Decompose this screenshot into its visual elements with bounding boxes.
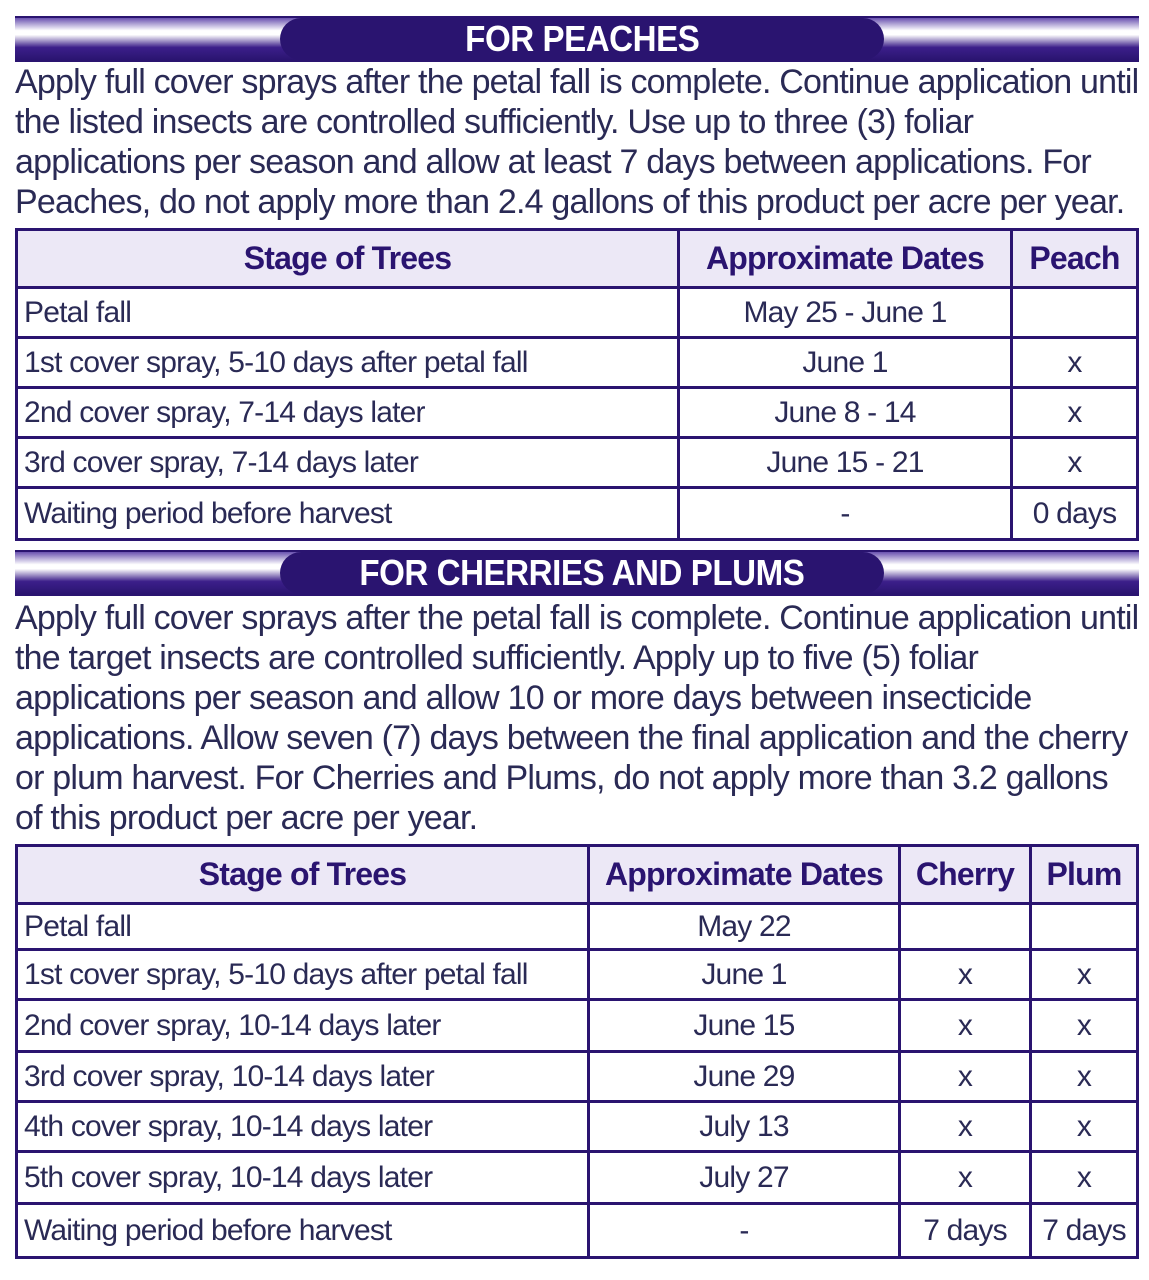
table-row xyxy=(17,1152,1138,1204)
stage-cell: 1st cover spray, 5-10 days after petal fall xyxy=(17,338,679,388)
plum-cell: x xyxy=(1031,1052,1138,1102)
date-cell: July 13 xyxy=(589,1102,900,1152)
table-row xyxy=(17,438,1138,488)
cherries-banner xyxy=(15,550,1139,596)
stage-cell: Waiting period before harvest xyxy=(17,1204,589,1258)
stage-cell: Waiting period before harvest xyxy=(17,488,679,540)
peaches-section xyxy=(15,16,1139,541)
peach-cell xyxy=(1012,288,1138,338)
cherries-header-plum: Plum xyxy=(1031,846,1138,904)
date-cell: May 22 xyxy=(589,904,900,950)
plum-cell: x xyxy=(1031,1152,1138,1204)
date-cell: June 8 - 14 xyxy=(679,388,1012,438)
plum-cell: x xyxy=(1031,1000,1138,1052)
table-row xyxy=(17,1052,1138,1102)
stage-cell: 1st cover spray, 5-10 days after petal fall xyxy=(17,950,589,1000)
cherries-title: FOR CHERRIES AND PLUMS xyxy=(359,552,805,593)
plum-cell: x xyxy=(1031,1102,1138,1152)
plum-cell: 7 days xyxy=(1031,1204,1138,1258)
peaches-header-stage: Stage of Trees xyxy=(17,230,679,288)
peaches-header-dates: Approximate Dates xyxy=(679,230,1012,288)
peaches-banner-pill xyxy=(280,18,884,60)
cherries-header-row xyxy=(17,846,1138,904)
table-row xyxy=(17,904,1138,950)
date-cell: June 15 - 21 xyxy=(679,438,1012,488)
peaches-title: FOR PEACHES xyxy=(464,18,700,59)
cherry-cell: x xyxy=(900,950,1031,1000)
peach-cell: x xyxy=(1012,338,1138,388)
cherries-header-dates: Approximate Dates xyxy=(589,846,900,904)
peach-cell: x xyxy=(1012,388,1138,438)
date-cell: - xyxy=(589,1204,900,1258)
plum-cell xyxy=(1031,904,1138,950)
table-row xyxy=(17,388,1138,438)
peach-cell: 0 days xyxy=(1012,488,1138,540)
cherry-cell: x xyxy=(900,1000,1031,1052)
cherries-header-stage: Stage of Trees xyxy=(17,846,589,904)
stage-cell: 3rd cover spray, 10-14 days later xyxy=(17,1052,589,1102)
cherry-cell xyxy=(900,904,1031,950)
peaches-table xyxy=(15,228,1139,541)
stage-cell: Petal fall xyxy=(17,288,679,338)
table-row xyxy=(17,1204,1138,1258)
stage-cell: 2nd cover spray, 10-14 days later xyxy=(17,1000,589,1052)
stage-cell: 4th cover spray, 10-14 days later xyxy=(17,1102,589,1152)
table-row xyxy=(17,1102,1138,1152)
cherries-header-cherry: Cherry xyxy=(900,846,1031,904)
peaches-header-row xyxy=(17,230,1138,288)
peaches-description: Apply full cover sprays after the petal fall is complete. Continue application until the listed insects are controlled sufficiently. Use up to three (3) foliar applications per season and allow at least 7 days between applications. For Peaches, do not apply more than 2.4 gallons of this product per acre per year. xyxy=(15,63,1139,221)
stage-cell: 2nd cover spray, 7-14 days later xyxy=(17,388,679,438)
table-row xyxy=(17,1000,1138,1052)
cherries-description: Apply full cover sprays after the petal fall is complete. Continue application until the target insects are controlled sufficiently. Apply up to five (5) foliar applications per season and allow 10 or more days between insecticide applications. Allow seven (7) days between the final application and the cherry or plum harvest. For Cherries and Plums, do not apply more than 3.2 gallons of this product per acre per year. xyxy=(15,599,1139,837)
date-cell: July 27 xyxy=(589,1152,900,1204)
cherry-cell: x xyxy=(900,1152,1031,1204)
date-cell: June 1 xyxy=(679,338,1012,388)
date-cell: - xyxy=(679,488,1012,540)
date-cell: June 29 xyxy=(589,1052,900,1102)
peaches-banner xyxy=(15,16,1139,62)
stage-cell: 5th cover spray, 10-14 days later xyxy=(17,1152,589,1204)
stage-cell: Petal fall xyxy=(17,904,589,950)
cherries-section xyxy=(15,550,1139,1259)
cherries-table xyxy=(15,844,1139,1259)
peach-cell: x xyxy=(1012,438,1138,488)
date-cell: May 25 - June 1 xyxy=(679,288,1012,338)
table-row xyxy=(17,950,1138,1000)
peaches-header-peach: Peach xyxy=(1012,230,1138,288)
cherry-cell: x xyxy=(900,1102,1031,1152)
stage-cell: 3rd cover spray, 7-14 days later xyxy=(17,438,679,488)
date-cell: June 15 xyxy=(589,1000,900,1052)
table-row xyxy=(17,288,1138,338)
cherry-cell: x xyxy=(900,1052,1031,1102)
plum-cell: x xyxy=(1031,950,1138,1000)
cherry-cell: 7 days xyxy=(900,1204,1031,1258)
cherries-banner-pill xyxy=(280,552,884,594)
table-row xyxy=(17,488,1138,540)
date-cell: June 1 xyxy=(589,950,900,1000)
table-row xyxy=(17,338,1138,388)
